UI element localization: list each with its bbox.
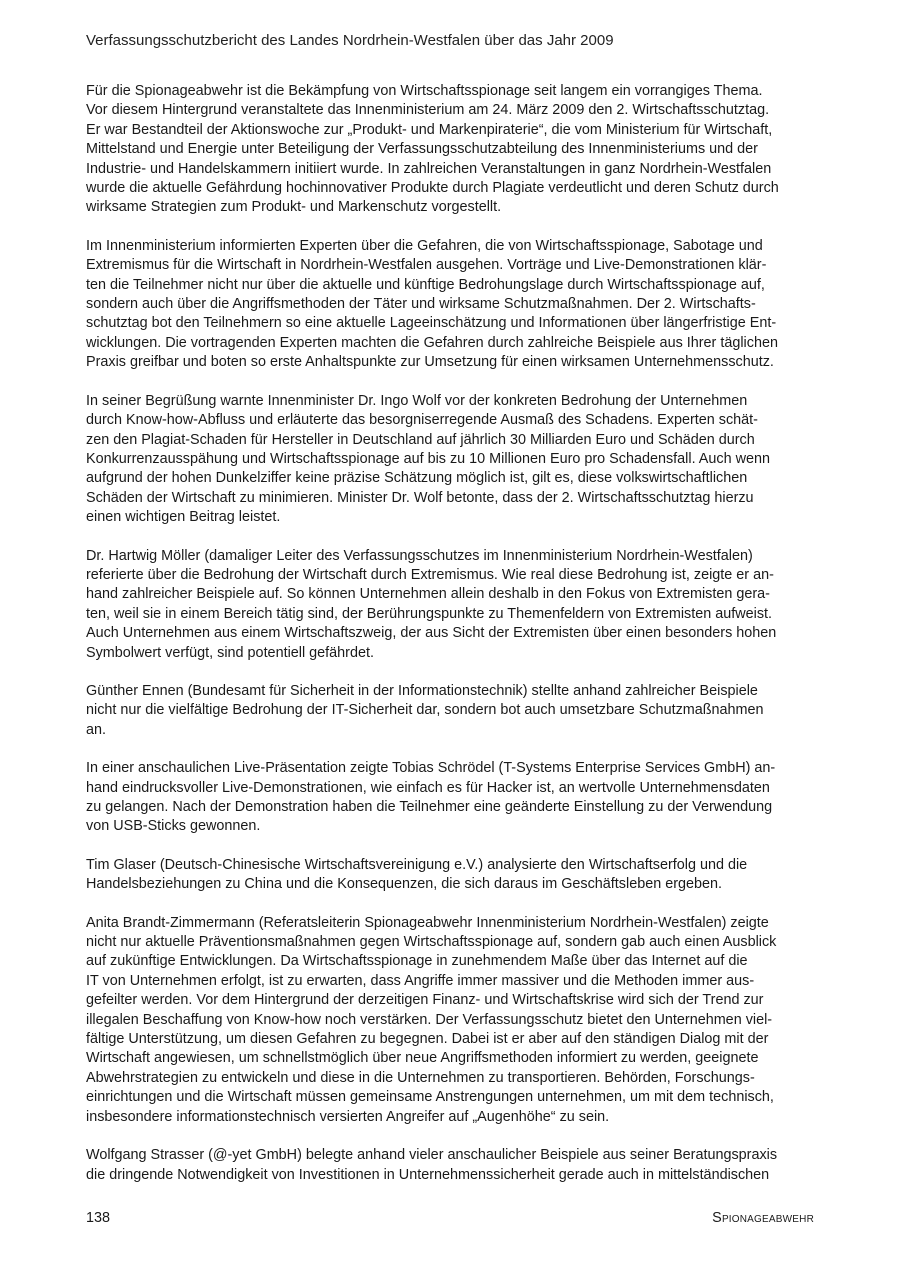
paragraph: Dr. Hartwig Möller (damaliger Leiter des Verfassungsschutzes im Innenministerium Nordrhein-Westfalen) referierte über die Bedrohung der Wirtschaft durch Extremismus. Wie real diese Bedrohung ist, zeigte er an- hand zahlreicher Beispiele auf. So können Unternehmen allein deshalb in den Fokus von Extremisten gera- ten, weil sie in einem Bereich tätig sind, der Berührungspunkte zu Themenfeldern von Extremisten aufweist. Auch Unternehmen aus einem Wirtschaftszweig, der aus Sicht der Extremisten über einen besonders hohen Symbolwert verfügt, sind potentiell gefährdet.: [86, 547, 777, 661]
paragraph: Tim Glaser (Deutsch-Chinesische Wirtschaftsvereinigung e.V.) analysierte den Wirtschaftserfolg und die Handelsbeziehungen zu China und die Konsequenzen, die sich daraus im Geschäftsleben ergeben.: [86, 856, 748, 893]
paragraph: Günther Ennen (Bundesamt für Sicherheit in der Informationstechnik) stellte anhand zahlreicher Beispiele nicht nur die vielfältige Bedrohung der IT-Sicherheit dar, sondern bot auch umsetzbare Schutzmaßnahmen an.: [86, 682, 764, 738]
page-number: 138: [86, 1210, 111, 1226]
paragraph: Für die Spionageabwehr ist die Bekämpfung von Wirtschaftsspionage seit langem ein vorrangiges Thema. Vor diesem Hintergrund veranstaltete das Innenministerium am 24. März 2009 den 2. Wirtschaftsschutztag. Er war Bestandteil der Aktionswoche zur „Produkt- und Markenpiraterie“, die vom Ministerium für Wirtschaft, Mittelstand und Energie unter Beteiligung der Verfassungsschutzabteilung des Innenministeriums und der Industrie- und Handelskammern initiiert wurde. In zahlreichen Veranstaltungen in ganz Nordrhein-Westfalen wurde die aktuelle Gefährdung hochinnovativer Produkte durch Plagiate verdeutlicht und deren Schutz durch wirksame Strategien zum Produkt- und Markenschutz vorgestellt.: [86, 83, 779, 216]
section-title: Spionageabwehr: [712, 1210, 814, 1226]
paragraph: Im Innenministerium informierten Experten über die Gefahren, die von Wirtschaftsspionage, Sabotage und Extremismus für die Wirtschaft in Nordrhein-Westfalen ausgehen. Vorträge und Live-Demonstrationen klär- ten die Teilnehmer nicht nur über die aktuelle und künftige Bedrohungslage durch Wirtschaftsspionage auf, sondern auch über die Angriffsmethoden der Täter und wirksame Schutzmaßnahmen. Der 2. Wirtschafts- schutztag bot den Teilnehmern so eine aktuelle Lageeinschätzung und Informationen über längerfristige Ent- wicklungen. Die vortragenden Experten machten die Gefahren durch zahlreiche Beispiele aus Ihrer täglichen Praxis greifbar und boten so erste Anhaltspunkte zur Umsetzung für einen wirksamen Unternehmensschutz.: [86, 237, 778, 371]
body-text: [86, 82, 814, 1204]
paragraph: In einer anschaulichen Live-Präsentation zeigte Tobias Schrödel (T-Systems Enterprise Services GmbH) an- hand eindrucksvoller Live-Demonstrationen, wie einfach es für Hacker ist, an wertvolle Unternehmensdaten zu gelangen. Nach der Demonstration haben die Teilnehmer eine geänderte Einstellung zu der Verwendung von USB-Sticks gewonnen.: [86, 760, 776, 835]
running-header: Verfassungsschutzbericht des Landes Nordrhein-Westfalen über das Jahr 2009: [86, 32, 614, 49]
paragraph: In seiner Begrüßung warnte Innenminister Dr. Ingo Wolf vor der konkreten Bedrohung der Unternehmen durch Know-how-Abfluss und erläuterte das besorgniserregende Ausmaß des Schadens. Experten schät- zen den Plagiat-Schaden für Hersteller in Deutschland auf jährlich 30 Milliarden Euro und Schäden durch Konkurrenzausspähung und Wirtschaftsspionage auf bis zu 10 Millionen Euro pro Schadensfall. Auch wenn aufgrund der hohen Dunkelziffer keine präzise Schätzung möglich ist, gilt es, diese volkswirtschaftlichen Schäden der Wirtschaft zu minimieren. Minister Dr. Wolf betonte, dass der 2. Wirtschaftsschutztag hierzu einen wichtigen Beitrag leistet.: [86, 392, 770, 526]
paragraph: Wolfgang Strasser (@-yet GmbH) belegte anhand vieler anschaulicher Beispiele aus seiner Beratungspraxis die dringende Notwendigkeit von Investitionen in Unternehmenssicherheit gerade auch in mittelständischen: [86, 1147, 778, 1183]
paragraph: Anita Brandt-Zimmermann (Referatsleiterin Spionageabwehr Innenministerium Nordrhein-Westfalen) zeigte nicht nur aktuelle Präventionsmaßnahmen gegen Wirtschaftsspionage auf, sondern gab auch einen Ausblick auf zukünftige Entwicklungen. Da Wirtschaftsspionage in zunehmendem Maße über das Internet auf die IT von Unternehmen erfolgt, ist zu erwarten, dass Angriffe immer massiver und die Methoden immer aus- gefeilter werden. Vor dem Hintergrund der derzeitigen Finanz- und Wirtschaftskrise wird sich der Trend zur illegalen Beschaffung von Know-how noch verstärken. Der Verfassungsschutz bietet den Unternehmen viel- fältige Unterstützung, um diesen Gefahren zu begegnen. Dabei ist er aber auf den ständigen Dialog mit der Wirtschaft angewiesen, um schnellstmöglich über neue Angriffsmethoden informiert zu werden, geeignete Abwehrstrategien zu entwickeln und diese in die Unternehmen zu transportieren. Behörden, Forschungs- einrichtungen und die Wirtschaft müssen gemeinsame Anstrengungen unternehmen, um mit dem technisch, insbesondere informationstechnisch versierten Angreifer auf „Augenhöhe“ zu sein.: [86, 914, 777, 1125]
